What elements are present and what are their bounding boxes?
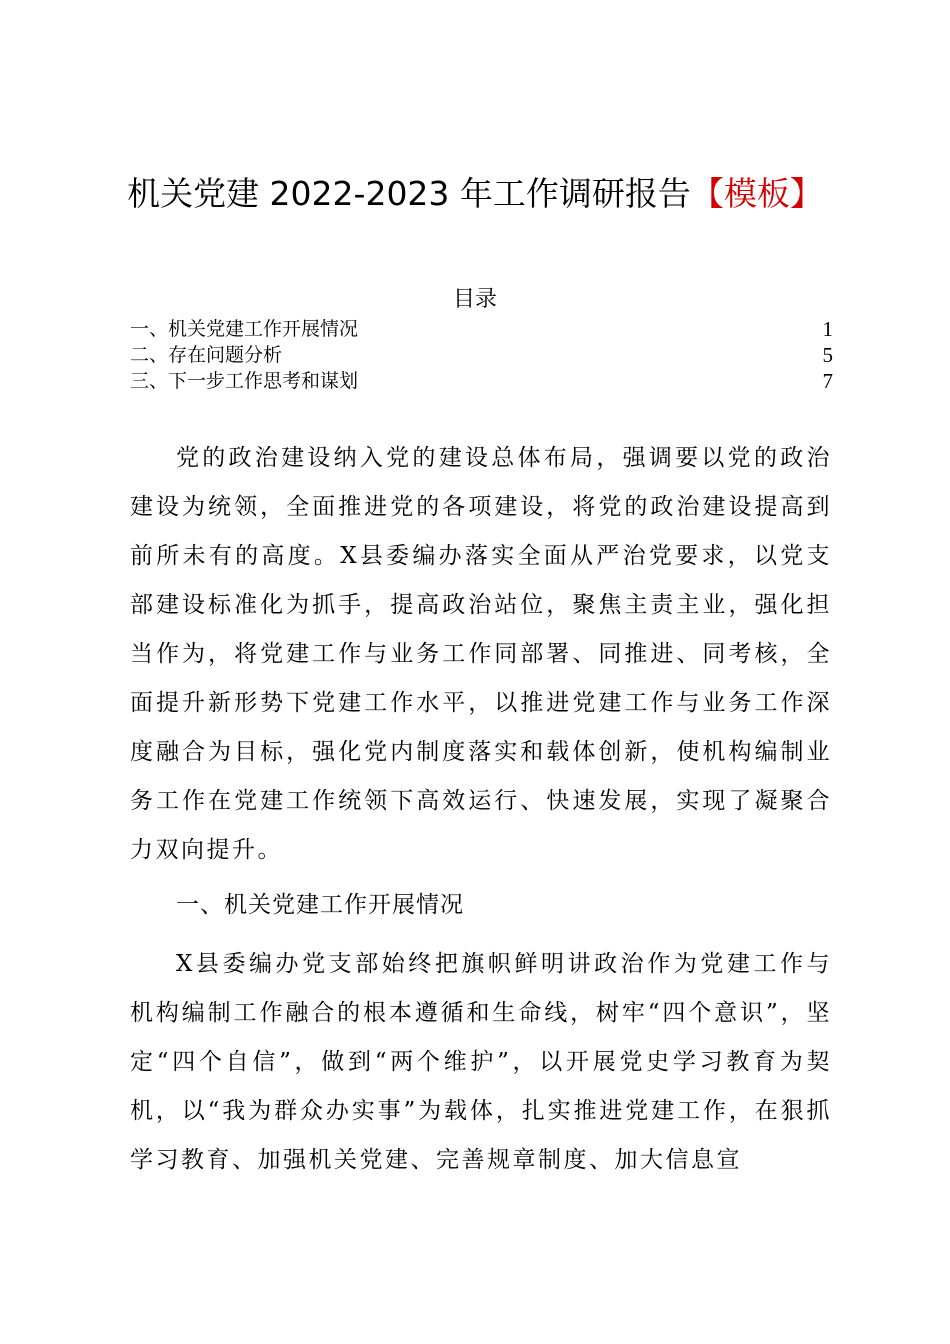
section-paragraph: X县委编办党支部始终把旗帜鲜明讲政治作为党建工作与机构编制工作融合的根本遵循和生命线，树牢“四个意识”，坚定“四个自信”，做到“两个维护”，以开展党史学习教育为契机，以“我为群众办实事”为载体，扎实推进党建工作，在狠抓学习教育、加强机关党建、完善规章制度、加大信息宣 bbox=[130, 951, 832, 1173]
toc-entry[interactable] bbox=[130, 316, 833, 342]
toc-entry-label: 三、下一步工作思考和谋划 bbox=[130, 370, 359, 392]
document-title bbox=[0, 170, 950, 218]
toc-entry-label: 二、存在问题分析 bbox=[130, 344, 283, 366]
toc-entry-page: 1 bbox=[822, 317, 833, 341]
toc-entry-label: 一、机关党建工作开展情况 bbox=[130, 318, 359, 340]
document-title-tag: 【模板】 bbox=[690, 174, 823, 213]
intro-paragraph: 党的政治建设纳入党的建设总体布局，强调要以党的政治建设为统领，全面推进党的各项建设，将党的政治建设提高到前所未有的高度。X县委编办落实全面从严治党要求，以党支部建设标准化为抓手，提高政治站位，聚焦主责主业，强化担当作为，将党建工作与业务工作同部署、同推进、同考核，全面提升新形势下党建工作水平，以推进党建工作与业务工作深度融合为目标，强化党内制度落实和载体创新，使机构编制业务工作在党建工作统领下高效运行、快速发展，实现了凝聚合力双向提升。 bbox=[130, 445, 832, 863]
toc-entry-page: 5 bbox=[822, 343, 833, 367]
document-title-main: 机关党建 2022-2023 年工作调研报告 bbox=[127, 174, 691, 213]
toc-entry[interactable] bbox=[130, 342, 833, 368]
toc-entry[interactable] bbox=[130, 368, 833, 394]
toc-heading: 目录 bbox=[452, 287, 497, 312]
toc-entry-page: 7 bbox=[822, 369, 833, 393]
section-heading: 一、机关党建工作开展情况 bbox=[176, 892, 464, 918]
